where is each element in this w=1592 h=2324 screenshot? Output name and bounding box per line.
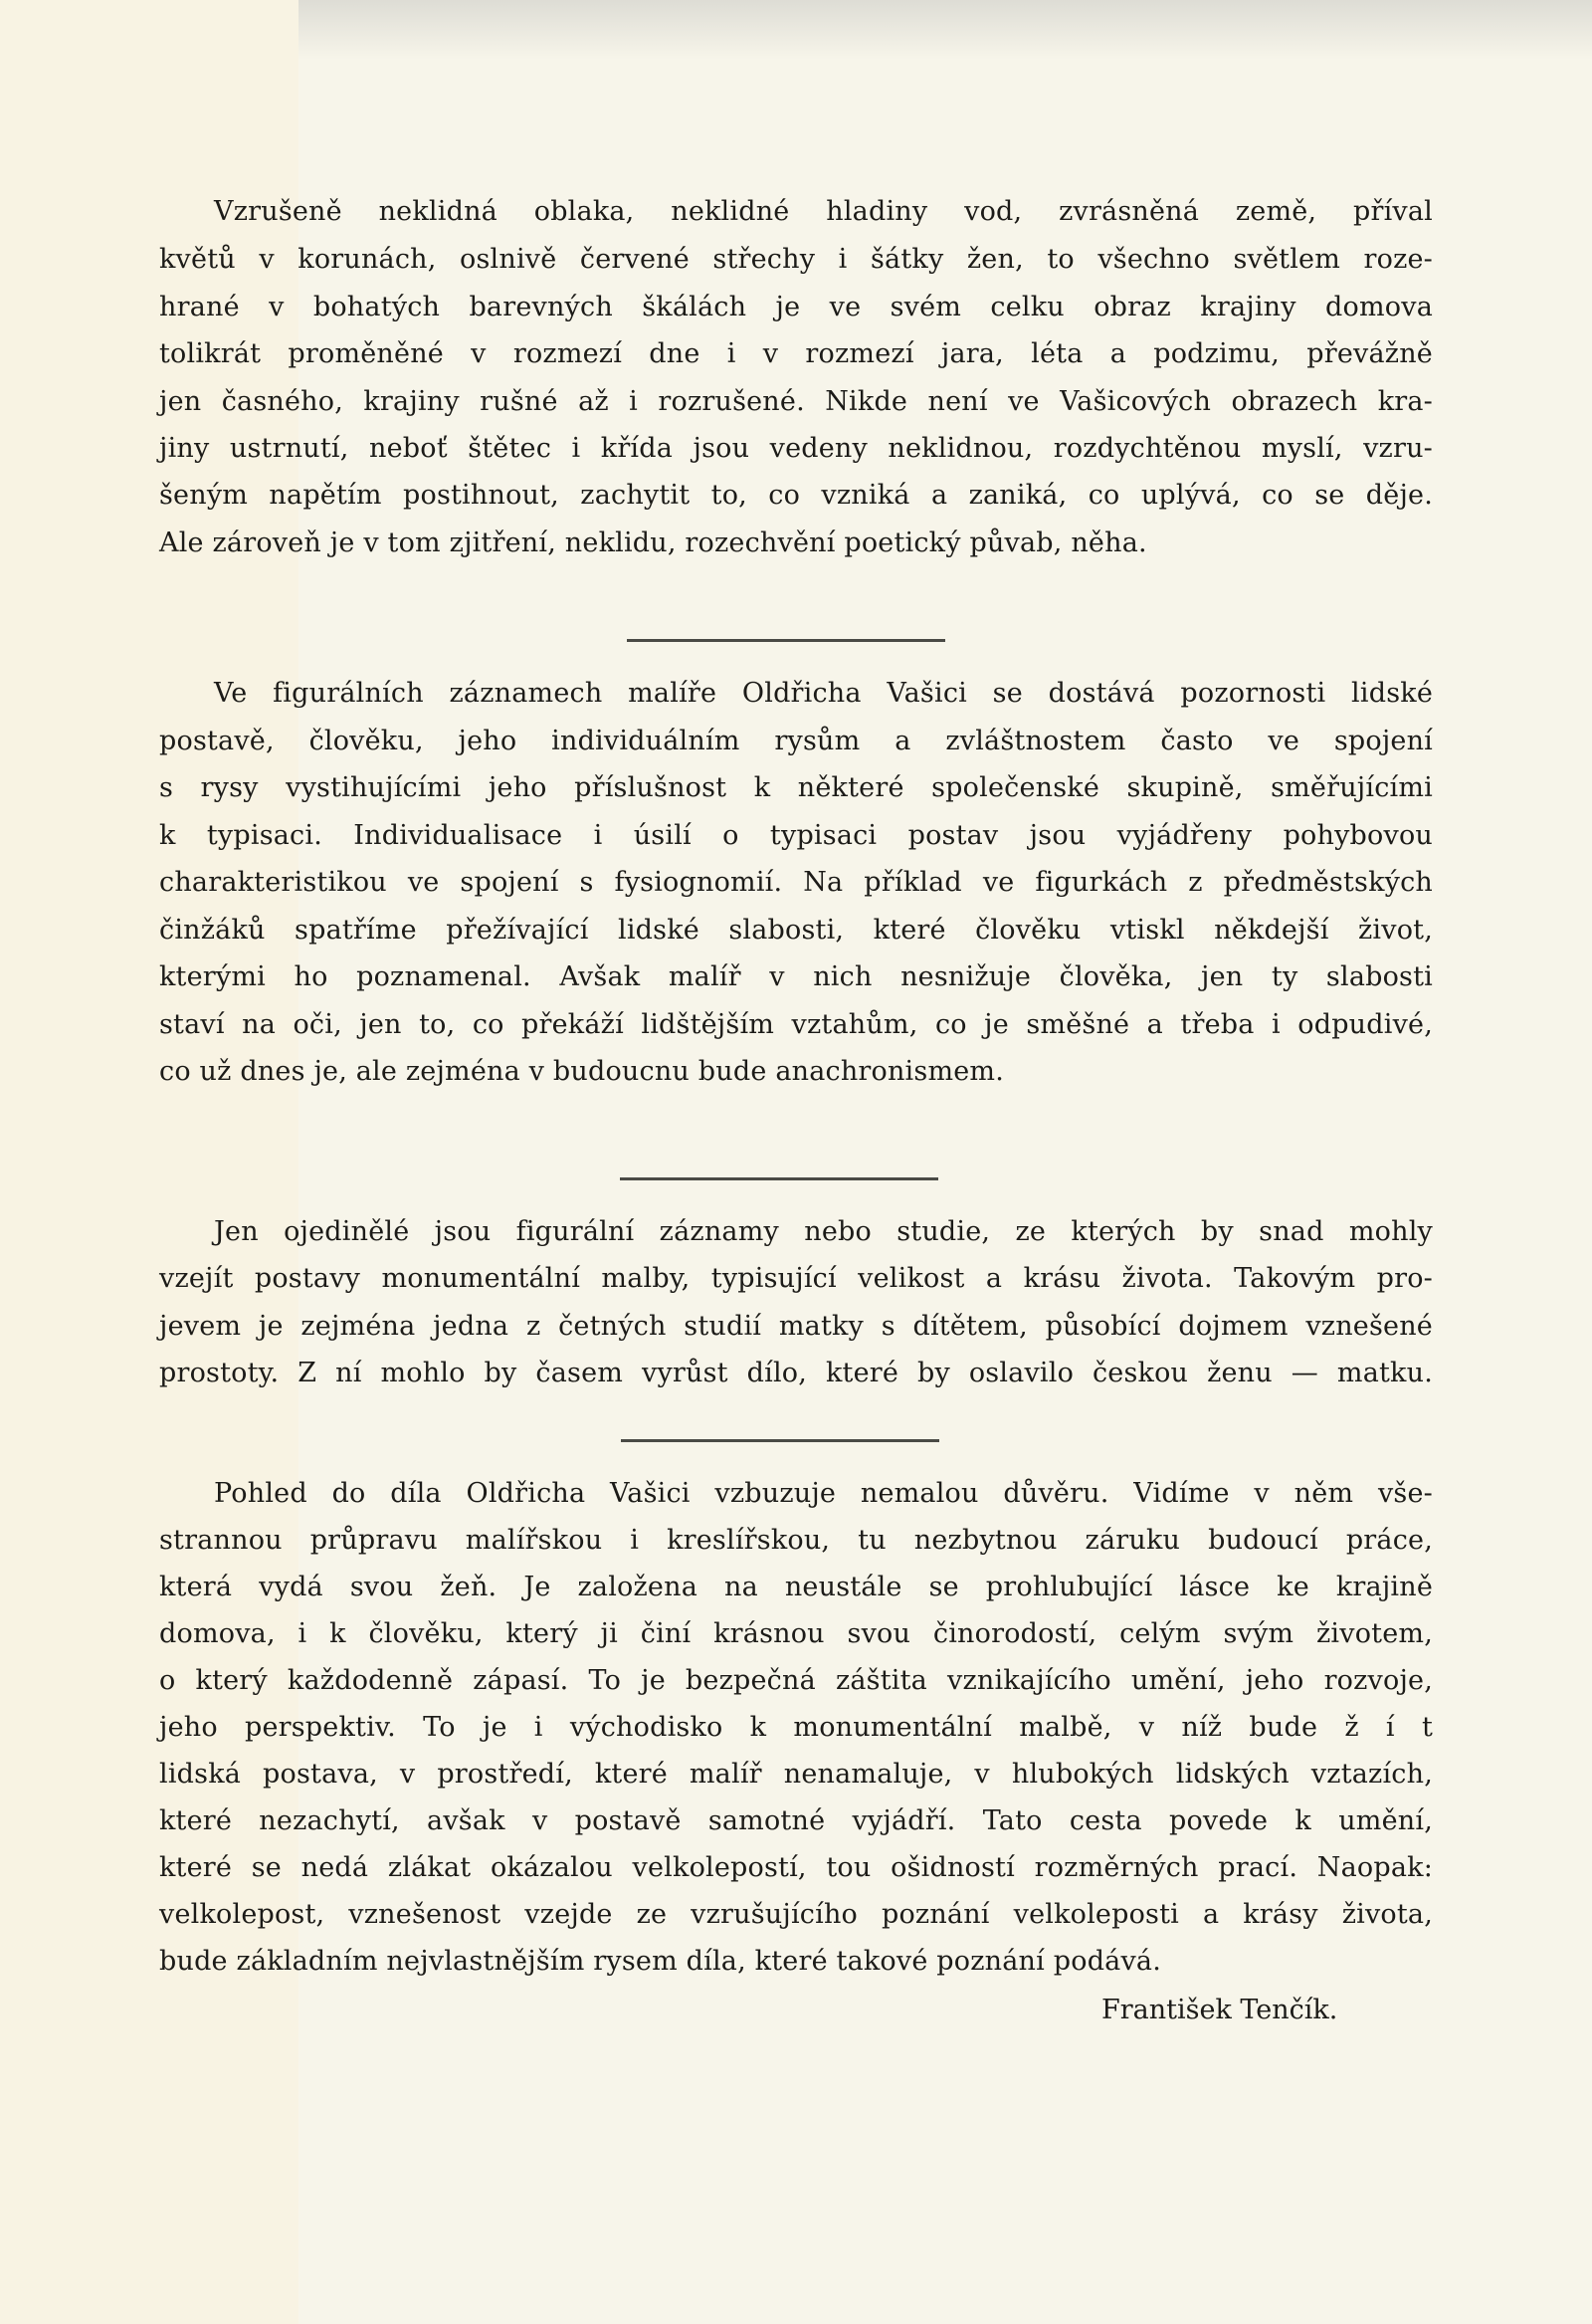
text-line: prostoty. Z ní mohlo by časem vyrůst dílo, které by oslavilo českou ženu — matku. — [159, 1358, 1433, 1388]
text-line: domova, i k člověku, který ji činí krásnou svou činorodostí, celým svým životem, — [159, 1618, 1433, 1649]
text-line: k typisaci. Individualisace i úsilí o typisaci postav jsou vyjádřeny pohybovou — [159, 820, 1433, 851]
author-signature: František Tenčík. — [1101, 1995, 1338, 2025]
text-line: strannou průpravu malířskou i kreslířskou, tu nezbytnou záruku budoucí práce, — [159, 1525, 1433, 1556]
text-line: která vydá svou žeň. Je založena na neustále se prohlubující lásce ke krajině — [159, 1572, 1433, 1602]
text-line: Ve figurálních záznamech malíře Oldřicha Vašici se dostává pozornosti lidské — [214, 678, 1433, 709]
text-line: Jen ojedinělé jsou figurální záznamy nebo studie, ze kterých by snad mohly — [214, 1216, 1433, 1247]
text-line: Pohled do díla Oldřicha Vašici vzbuzuje nemalou důvěru. Vidíme v něm vše- — [214, 1478, 1433, 1509]
text-line: Ale zároveň je v tom zjitření, neklidu, rozechvění poetický půvab, něha. — [159, 528, 1147, 558]
text-line: jiny ustrnutí, neboť štětec i křída jsou vedeny neklidnou, rozdychtěnou myslí, vzru- — [159, 433, 1433, 464]
text-line: bude základním nejvlastnějším rysem díla, které takové poznání podává. — [159, 1946, 1162, 1977]
section-divider — [620, 1177, 938, 1180]
text-line: co už dnes je, ale zejména v budoucnu bude anachronismem. — [159, 1056, 1005, 1087]
text-line: jeho perspektiv. To je i východisko k monumentální malbě, v níž bude ž í t — [159, 1712, 1433, 1743]
text-line: Vzrušeně neklidná oblaka, neklidné hladiny vod, zvrásněná země, příval — [214, 196, 1433, 227]
text-line: šeným napětím postihnout, zachytit to, co vzniká a zaniká, co uplývá, co se děje. — [159, 480, 1433, 511]
scan-shadow — [298, 0, 1592, 60]
text-line: jevem je zejména jedna z četných studií matky s dítětem, působící dojmem vznešené — [159, 1311, 1433, 1342]
text-line: staví na oči, jen to, co překáží lidštějším vztahům, co je směšné a třeba i odpudivé, — [159, 1009, 1433, 1040]
section-divider — [627, 639, 945, 642]
text-line: velkolepost, vznešenost vzejde ze vzrušujícího poznání velkoleposti a krásy života, — [159, 1899, 1433, 1930]
text-line: postavě, člověku, jeho individuálním rysům a zvláštnostem často ve spojení — [159, 726, 1433, 756]
text-line: o který každodenně zápasí. To je bezpečná záštita vznikajícího umění, jeho rozvoje, — [159, 1665, 1433, 1696]
text-line: činžáků spatříme přežívající lidské slabosti, které člověku vtiskl někdejší život, — [159, 915, 1433, 946]
text-line: jen časného, krajiny rušné až i rozrušené. Nikde není ve Vašicových obrazech kra- — [159, 386, 1433, 417]
text-line: květů v korunách, oslnivě červené střechy i šátky žen, to všechno světlem roze- — [159, 244, 1433, 275]
text-line: s rysy vystihujícími jeho příslušnost k některé společenské skupině, směřujícími — [159, 772, 1433, 803]
section-divider — [621, 1439, 939, 1442]
text-line: kterými ho poznamenal. Avšak malíř v nich nesnižuje člověka, jen ty slabosti — [159, 961, 1433, 992]
text-line: které se nedá zlákat okázalou velkolepostí, tou ošidností rozměrných prací. Naopak: — [159, 1852, 1433, 1883]
text-line: které nezachytí, avšak v postavě samotné vyjádří. Tato cesta povede k umění, — [159, 1805, 1433, 1836]
text-line: tolikrát proměněné v rozmezí dne i v rozmezí jara, léta a podzimu, převážně — [159, 338, 1433, 369]
text-line: lidská postava, v prostředí, které malíř nenamaluje, v hlubokých lidských vztazích, — [159, 1759, 1433, 1790]
text-line: charakteristikou ve spojení s fysiognomií. Na příklad ve figurkách z předměstských — [159, 867, 1433, 898]
text-line: vzejít postavy monumentální malby, typisující velikost a krásu života. Takovým pro- — [159, 1263, 1433, 1294]
text-line: hrané v bohatých barevných škálách je ve svém celku obraz krajiny domova — [159, 292, 1433, 322]
